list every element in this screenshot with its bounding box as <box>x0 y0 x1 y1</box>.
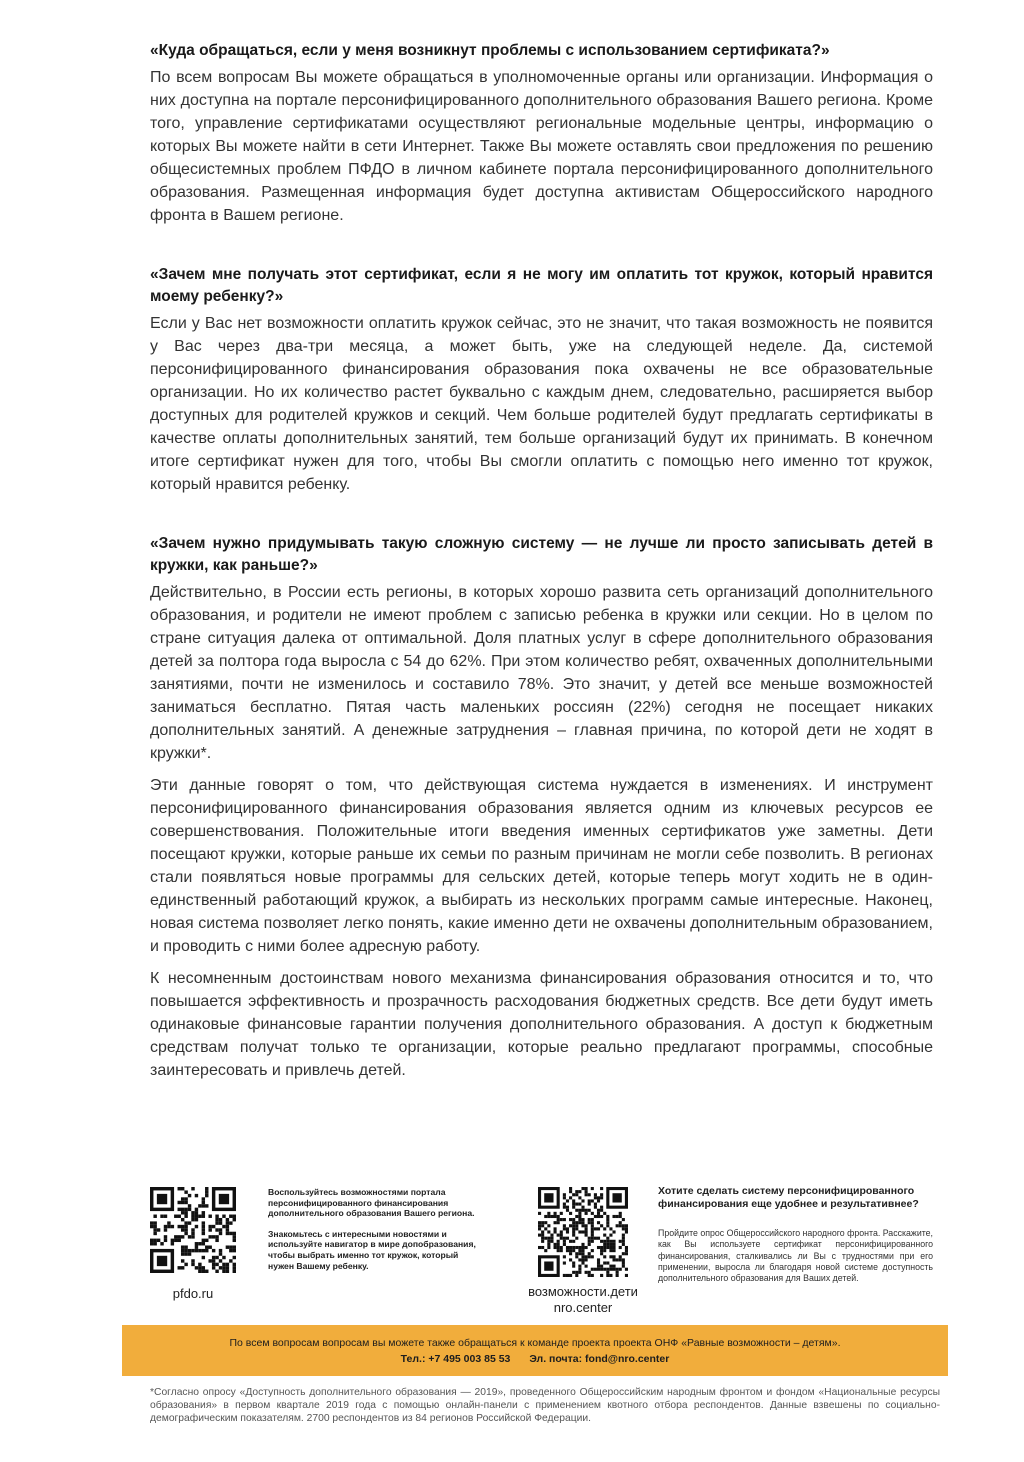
qr-link-vozmozhnosti[interactable]: возможности.дети <box>528 1284 638 1299</box>
qr-link-nro[interactable]: nro.center <box>553 1300 613 1315</box>
footnote: *Согласно опросу «Доступность дополнительного образования — 2019», проведенного Общероссийским народным фронтом и фондом «Национальные ресурсы образования» в первом квартале 2019 года с помощью онлайн-панели с применением квотного отбора респондентов. Данные взвешены по социально-демографическим показателям. 2700 респондентов из 84 регионов Российской Федерации. <box>150 1387 940 1424</box>
qr-label-pfdo[interactable]: pfdo.ru <box>172 1286 214 1301</box>
answer-paragraph: Если у Вас нет возможности оплатить кружок сейчас, это не значит, что такая возможность не появится у Вас через два-три месяца, а может быть, уже на следующей неделе. Да, системой персонифицированного финансирования образования пока охвачены не все образовательные организации. Но их количество растет буквально с каждым днем, следовательно, расширяется выбор доступных для родителей кружков и секций. Чем больше родителей будут предлагать сертификаты в качестве оплаты дополнительных занятий, тем больше организаций будут их принимать. В конечном итоге сертификат нужен для того, чтобы Вы смогли оплатить с помощью него именно тот кружок, который нравится ребенку. <box>150 315 933 493</box>
contact-email[interactable]: Эл. почта: fond@nro.center <box>529 1353 670 1365</box>
section-2 <box>150 264 933 496</box>
article <box>150 40 933 1091</box>
contact-phone[interactable]: Тел.: +7 495 003 85 53 <box>400 1353 511 1365</box>
answer-paragraph: Эти данные говорят о том, что действующая система нуждается в изменениях. И инструмент персонифицированного финансирования образования является одним из ключевых ресурсов ее совершенствования. Положительные итоги введения именных сертификатов уже заметны. Дети посещают кружки, которые раньше их семьи по разным причинам не могли себе позволить. В регионах стали появляться новые программы для сельских детей, которые теперь могут ходить не в один-единственный работающий кружок, а выбирать из нескольких программ самые интересные. Наконец, новая система позволяет легко понять, какие именно дети не охвачены дополнительным образованием, и проводить с ними более адресную работу. <box>150 777 933 955</box>
contact-band <box>122 1325 948 1376</box>
question-heading: «Куда обращаться, если у меня возникнут проблемы с использованием сертификата?» <box>150 42 830 59</box>
promo-navigator: Знакомьтесь с интересными новостями и используйте навигатор в мире допобразования, чтобы выбрать именно тот кружок, который нужен Вашему ребенку. <box>268 1228 476 1271</box>
qr-code-icon <box>150 1187 236 1273</box>
qr-code-icon <box>538 1187 628 1277</box>
qr-label-survey <box>510 1284 656 1316</box>
answer-paragraph: По всем вопросам Вы можете обращаться в уполномоченные органы или организации. Информация о них доступна на портале персонифицированного дополнительного образования Вашего региона. Кроме того, управление сертификатами осуществляют региональные модельные центры, информацию о которых Вы можете найти в сети Интернет. Также Вы можете оставлять свои предложения по решению общесистемных проблем ПФДО в личном кабинете портала персонифицированного дополнительного образования. Размещенная информация будет доступна активистам Общероссийского народного фронта в Вашем регионе. <box>150 69 933 224</box>
footer-promo <box>150 1185 933 1315</box>
question-heading: «Зачем мне получать этот сертификат, если я не могу им оплатить тот кружок, который нравится моему ребенку?» <box>150 266 933 305</box>
section-1 <box>150 40 933 227</box>
qr-code-pfdo[interactable] <box>150 1187 236 1273</box>
qr-code-survey[interactable] <box>538 1187 624 1273</box>
survey-heading: Хотите сделать систему персонифицированного финансирования еще удобнее и результативнее? <box>658 1185 919 1210</box>
survey-text: Пройдите опрос Общероссийского народного фронта. Расскажите, как Вы используете сертификат персонифицированного финансирования, сталкивались ли Вы с трудностями при его применении, выросла ли благодаря новой системе доступность дополнительного образования для Ваших детей. <box>658 1228 933 1284</box>
contact-line: По всем вопросам вопросам вы можете также обращаться к команде проекта проекта ОНФ «Равные возможности – детям». <box>229 1337 841 1349</box>
section-3 <box>150 533 933 1082</box>
answer-paragraph: Действительно, в России есть регионы, в которых хорошо развита сеть организаций дополнительного образования, и родители не имеют проблем с записью ребенка в кружки или секции. Но в целом по стране ситуация далека от оптимальной. Доля платных услуг в сфере дополнительного образования детей за полтора года выросла с 54 до 62%. При этом количество ребят, охваченных дополнительными занятиями, почти не изменилось и составило 78%. Это значит, у детей все меньше возможностей заниматься бесплатно. Пятая часть маленьких россиян (22%) сегодня не посещает никаких дополнительных занятий. А денежные затруднения – главная причина, по которой дети не ходят в кружки*. <box>150 584 933 762</box>
promo-portal: Воспользуйтесь возможностями портала персонифицированного финансирования дополнительного образования Вашего региона. <box>268 1187 475 1219</box>
question-heading: «Зачем нужно придумывать такую сложную систему — не лучше ли просто записывать детей в кружки, как раньше?» <box>150 535 933 574</box>
promo-text <box>268 1187 486 1281</box>
answer-paragraph: К несомненным достоинствам нового механизма финансирования образования относится и то, что повышается эффективность и прозрачность расходования бюджетных средств. Все дети будут иметь одинаковые финансовые гарантии получения дополнительного образования. А доступ к бюджетным средствам получат только те организации, которые реально предлагают программы, способные заинтересовать и привлечь детей. <box>150 970 933 1079</box>
contact-details <box>122 1353 948 1365</box>
